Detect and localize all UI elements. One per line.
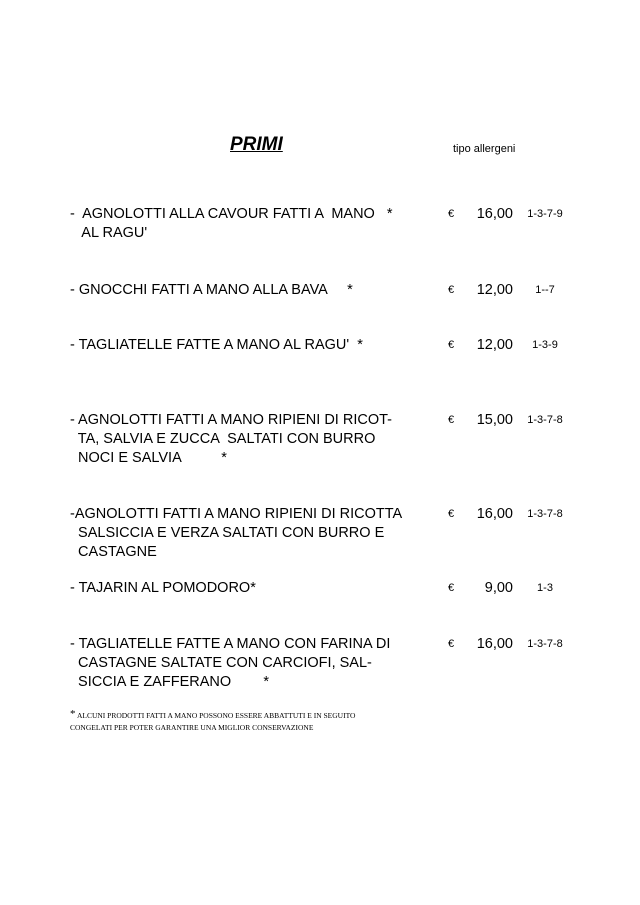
dish-name: - TAJARIN AL POMODORO* <box>70 580 256 596</box>
menu-item <box>70 505 630 565</box>
currency-symbol: € <box>448 339 455 351</box>
section-title: PRIMI <box>230 134 283 155</box>
dish-price: 16,00 <box>476 636 513 652</box>
footnote-star: * <box>70 708 76 720</box>
allergen-column-header: tipo allergeni <box>453 143 516 155</box>
footnote-line-1: ALCUNI PRODOTTI FATTI A MANO POSSONO ESSERE ABBATTUTI E IN SEGUITO <box>76 711 356 720</box>
dish-price: 9,00 <box>484 580 513 596</box>
menu-item <box>70 411 630 471</box>
dish-name: -AGNOLOTTI FATTI A MANO RIPIENI DI RICOTTA SALSICCIA E VERZA SALTATI CON BURRO E CASTAGNE <box>70 506 403 560</box>
dish-name: - AGNOLOTTI FATTI A MANO RIPIENI DI RICOT- TA, SALVIA E ZUCCA SALTATI CON BURRO NOCI E SALVIA * <box>70 412 392 466</box>
dish-name: - AGNOLOTTI ALLA CAVOUR FATTI A MANO * AL RAGU' <box>70 206 393 241</box>
dish-allergens: 1-3-7-8 <box>527 414 563 426</box>
dish-allergens: 1-3-7-8 <box>527 508 563 520</box>
dish-price: 15,00 <box>476 412 513 428</box>
menu-item <box>70 281 630 341</box>
currency-symbol: € <box>448 208 455 220</box>
footnote <box>70 708 450 734</box>
currency-symbol: € <box>448 638 455 650</box>
dish-name: - TAGLIATELLE FATTE A MANO AL RAGU' * <box>70 337 363 353</box>
dish-price: 16,00 <box>476 506 513 522</box>
menu-item <box>70 635 630 695</box>
dish-allergens: 1--7 <box>535 284 555 296</box>
menu-item <box>70 336 630 396</box>
menu-item <box>70 205 630 265</box>
currency-symbol: € <box>448 414 455 426</box>
dish-allergens: 1-3 <box>537 582 553 594</box>
dish-allergens: 1-3-9 <box>532 339 558 351</box>
dish-price: 12,00 <box>476 282 513 298</box>
dish-name: - GNOCCHI FATTI A MANO ALLA BAVA * <box>70 282 353 298</box>
menu-item <box>70 579 630 639</box>
footnote-line-2: CONGELATI PER POTER GARANTIRE UNA MIGLIOR CONSERVAZIONE <box>70 723 314 732</box>
currency-symbol: € <box>448 508 455 520</box>
dish-price: 12,00 <box>476 337 513 353</box>
currency-symbol: € <box>448 284 455 296</box>
currency-symbol: € <box>448 582 455 594</box>
dish-allergens: 1-3-7-9 <box>527 208 563 220</box>
dish-price: 16,00 <box>476 206 513 222</box>
dish-allergens: 1-3-7-8 <box>527 638 563 650</box>
dish-name: - TAGLIATELLE FATTE A MANO CON FARINA DI CASTAGNE SALTATE CON CARCIOFI, SAL- SICCIA E ZAFFERANO * <box>70 636 391 690</box>
